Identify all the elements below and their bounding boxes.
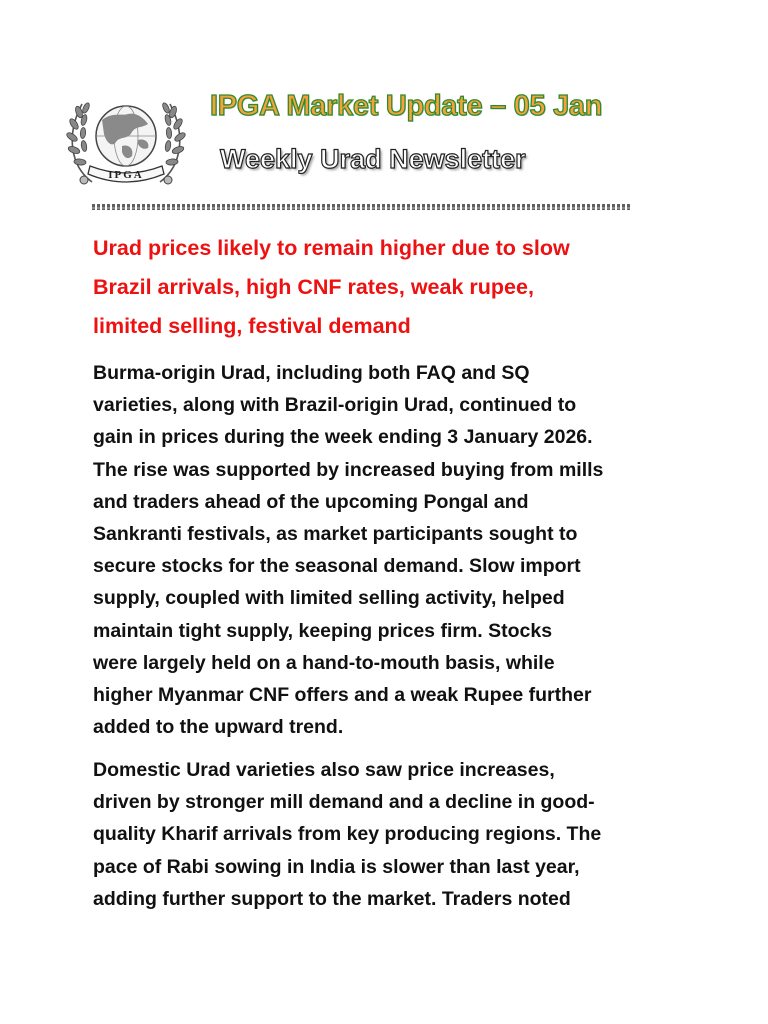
logo-text: IPGA [108,169,144,181]
headline-line: limited selling, festival demand [93,314,411,338]
ipga-logo [62,90,190,198]
text-line: were largely held on a hand-to-mouth basis, while [93,651,555,674]
text-line: quality Kharif arrivals from key producing regions. The [93,823,602,846]
text-line: varieties, along with Brazil-origin Urad, continued to [93,394,577,417]
text-line: Sankranti festivals, as market participants sought to [93,523,578,546]
newsletter-title: IPGA Market Update – 05 Jan [210,90,603,122]
header-divider [92,204,630,210]
article-paragraph-1 [93,357,698,743]
article-paragraph-2 [93,754,698,915]
headline-line: Urad prices likely to remain higher due to slow [93,236,570,260]
text-line: adding further support to the market. Traders noted [93,887,571,910]
text-line: driven by stronger mill demand and a decline in good- [93,791,595,814]
headline-line: Brazil arrivals, high CNF rates, weak rupee, [93,275,534,299]
text-line: added to the upward trend. [93,716,344,739]
text-line: and traders ahead of the upcoming Pongal and [93,490,529,513]
text-line: The rise was supported by increased buying from mills [93,458,604,481]
text-line: supply, coupled with limited selling activity, helped [93,587,565,610]
text-line: secure stocks for the seasonal demand. Slow import [93,555,581,578]
text-line: higher Myanmar CNF offers and a weak Rupee further [93,684,592,707]
text-line: Burma-origin Urad, including both FAQ and SQ [93,362,530,384]
text-line: Domestic Urad varieties also saw price increases, [93,759,555,781]
text-line: gain in prices during the week ending 3 January 2026. [93,426,593,449]
text-line: pace of Rabi sowing in India is slower than last year, [93,855,580,878]
article-headline [93,229,693,346]
text-line: maintain tight supply, keeping prices firm. Stocks [93,619,553,642]
globe-icon [96,106,156,166]
newsletter-subtitle: Weekly Urad Newsletter [220,144,526,174]
